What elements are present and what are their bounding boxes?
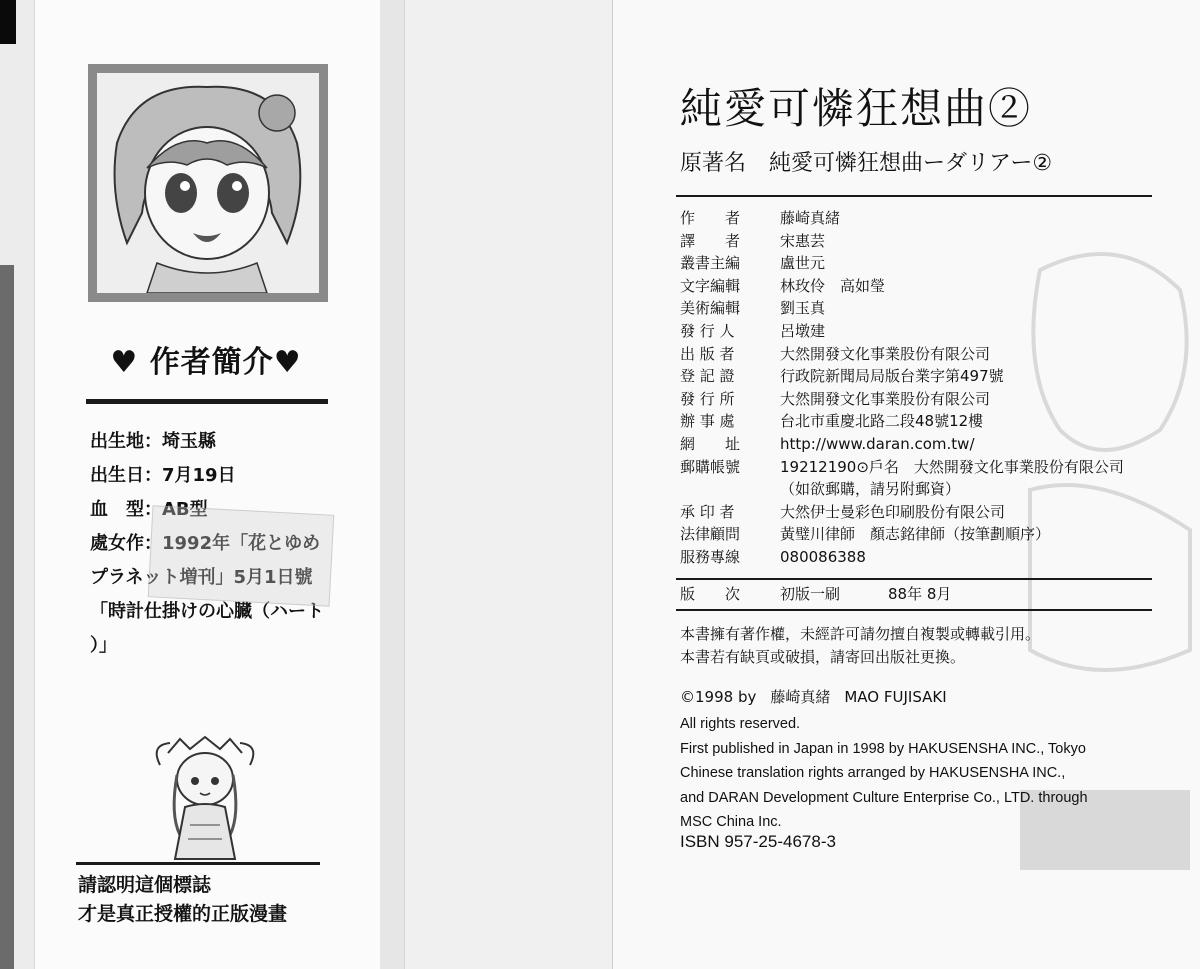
credit-row [680, 433, 1180, 456]
credit-label: 網 址 [680, 434, 741, 453]
notice-line-2: 才是真正授權的正版漫畫 [78, 903, 288, 925]
portrait-illustration [97, 73, 319, 293]
author-portrait [88, 64, 328, 302]
credit-label: 辦 事 處 [680, 412, 735, 431]
credit-value: 盧世元 [780, 254, 826, 273]
credit-value: 大然開發文化事業股份有限公司 [780, 344, 991, 363]
credit-label: 發 行 所 [680, 389, 735, 408]
edition-date: 88年 8月 [888, 585, 952, 603]
credit-row [680, 230, 1180, 253]
page-fold [380, 0, 405, 969]
english-line: Chinese translation rights arranged by HAKUSENSHA INC., [680, 765, 1066, 781]
chibi-mascot-icon [150, 735, 260, 865]
copyright-line [680, 686, 961, 707]
credit-value: 呂墩建 [780, 321, 826, 340]
credit-value: 藤崎真緒 [780, 209, 841, 227]
credit-value: 080086388 [780, 547, 866, 566]
credit-row [680, 297, 1180, 320]
edition-value: 初版一刷 [780, 585, 841, 603]
credit-value: 劉玉真 [780, 299, 826, 318]
credit-label: 譯 者 [680, 231, 741, 250]
english-line: and DARAN Development Culture Enterprise Co., LTD. through [680, 789, 1088, 806]
credit-row [680, 320, 1180, 343]
original-title-value: 純愛可憐狂想曲ーダリアー② [769, 151, 1053, 176]
edition-label: 版 次 [680, 585, 741, 603]
credit-row [680, 546, 1180, 569]
credit-value: 19212190⊙戶名 大然開發文化事業股份有限公司 [780, 457, 1124, 476]
english-line: All rights reserved. [680, 716, 801, 732]
credit-value: 大然伊士曼彩色印刷股份有限公司 [780, 502, 1006, 521]
edition-top-rule [676, 578, 1152, 580]
english-rights-block [680, 712, 1190, 835]
rights-notice-cn [680, 623, 1180, 669]
bio-debut-cont-2: 「時計仕掛けの心臓（ハート [90, 601, 324, 622]
edition-bottom-rule [676, 609, 1152, 611]
original-title-row [680, 146, 1052, 177]
credit-row [680, 207, 1180, 230]
credits-table [680, 207, 1180, 569]
original-title-label: 原著名 [680, 151, 747, 176]
notice-divider [76, 862, 320, 865]
tape-overlay [148, 505, 335, 606]
copyright-author-cn: 藤崎真緒 [770, 688, 831, 706]
notice-line-1: 請認明這個標誌 [78, 874, 212, 896]
rights-line: 本書擁有著作權，未經許可請勿擅自複製或轉載引用。 [680, 625, 1041, 643]
credit-label: 法律顧問 [680, 525, 741, 544]
credit-label: 作 者 [680, 209, 741, 227]
credit-value: 台北市重慶北路二段48號12樓 [780, 412, 984, 431]
credit-row [680, 252, 1180, 275]
credit-label: 美術編輯 [680, 299, 741, 318]
credit-label: 叢書主編 [680, 254, 741, 273]
isbn-number: ISBN 957-25-4678-3 [680, 832, 836, 851]
rights-line: 本書若有缺頁或破損，請寄回出版社更換。 [680, 648, 966, 666]
credit-row [680, 388, 1180, 411]
credit-row [680, 523, 1180, 546]
website-url[interactable]: http://www.daran.com.tw/ [780, 434, 975, 453]
credit-label: 郵購帳號 [680, 457, 741, 476]
bio-debut-cont-1: プラネット増刊」5月1日號 [90, 567, 313, 588]
credit-row [680, 343, 1180, 366]
credit-row [680, 478, 1180, 501]
copyright-prefix: ©1998 by [680, 688, 757, 706]
credit-value: （如欲郵購，請另附郵資） [780, 480, 961, 499]
authentic-notice [78, 871, 338, 929]
edge-black-mark [0, 0, 16, 44]
credit-label: 承 印 者 [680, 502, 735, 521]
english-line: First published in Japan in 1998 by HAKUSENSHA INC., Tokyo [680, 740, 1086, 757]
credit-label: 登 記 證 [680, 367, 735, 386]
credit-row [680, 456, 1180, 479]
book-title: 純愛可憐狂想曲② [680, 84, 1033, 133]
credit-row [680, 365, 1180, 388]
credit-row [680, 275, 1180, 298]
credit-row [680, 501, 1180, 524]
credit-label: 發 行 人 [680, 321, 735, 340]
credit-label [680, 478, 780, 501]
credit-label: 文字編輯 [680, 276, 741, 295]
credit-value: 大然開發文化事業股份有限公司 [780, 389, 991, 408]
edition-row [680, 583, 951, 604]
copyright-author-en: MAO FUJISAKI [844, 688, 947, 706]
bio-debut: 處女作：1992年「花とゆめ [90, 533, 321, 554]
credit-value: 林玫伶 高如瑩 [780, 276, 886, 295]
bio-blood-type: 血 型：AB型 [90, 499, 208, 520]
bio-divider [86, 399, 328, 404]
left-edge-strip [0, 0, 34, 969]
credit-value: 宋惠芸 [780, 231, 826, 250]
credits-top-rule [676, 195, 1152, 197]
credit-value: 黃璧川律師 顏志銘律師（按筆劃順序） [780, 525, 1051, 544]
bio-birthday: 出生日：7月19日 [90, 465, 236, 486]
credit-row [680, 410, 1180, 433]
edge-gray-mark [0, 265, 14, 969]
english-line: MSC China Inc. [680, 814, 782, 830]
credit-label: 出 版 者 [680, 344, 735, 363]
bio-debut-cont-3: ）」 [90, 635, 117, 656]
author-bio-title: ♥ 作者簡介♥ [110, 345, 302, 380]
blank-inner-page [380, 0, 612, 969]
credit-value: 行政院新聞局局版台業字第497號 [780, 367, 1004, 386]
credit-label: 服務專線 [680, 547, 741, 566]
bio-birthplace: 出生地：埼玉縣 [90, 431, 216, 452]
